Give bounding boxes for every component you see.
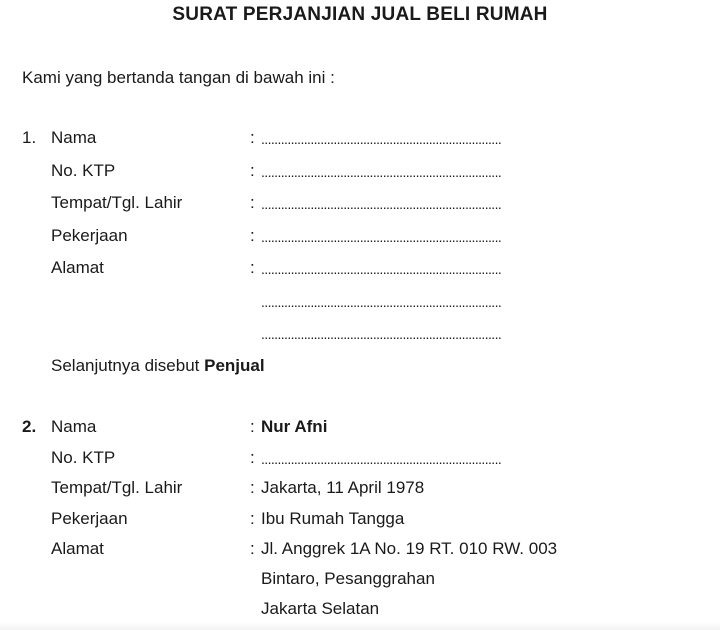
party2-number: 2. — [22, 417, 37, 436]
party1-alamat-blank-2: ......................................................................... — [261, 294, 502, 310]
party1-label-nama: Nama — [51, 128, 97, 147]
party1-label-alamat: Alamat — [51, 258, 104, 277]
intro-text: Kami yang bertanda tangan di bawah ini : — [22, 68, 335, 87]
party1-label-ttl: Tempat/Tgl. Lahir — [51, 193, 183, 212]
party2-colon-nama: : — [250, 417, 255, 436]
party2-ttl-value: Jakarta, 11 April 1978 — [261, 478, 425, 497]
party1-ktp-blank: ......................................................................... — [261, 164, 502, 180]
party1-pekerjaan-blank: ......................................................................... — [261, 229, 502, 245]
party1-colon-alamat: : — [250, 258, 255, 277]
party1-colon-ktp: : — [250, 161, 255, 180]
party1-colon-pekerjaan: : — [250, 226, 255, 245]
party1-colon-nama: : — [250, 128, 255, 147]
document-title: SURAT PERJANJIAN JUAL BELI RUMAH — [172, 4, 548, 25]
party2-label-ktp: No. KTP — [51, 448, 116, 467]
party2-colon-alamat: : — [250, 539, 255, 558]
party2-nama-value: Nur Afni — [261, 417, 328, 436]
party2-alamat-line-3: Jakarta Selatan — [261, 599, 380, 618]
page-bottom-edge — [0, 622, 720, 630]
party1-label-pekerjaan: Pekerjaan — [51, 226, 128, 245]
party1-role-prefix: Selanjutnya disebut — [51, 356, 205, 375]
party1-nama-blank: ......................................................................... — [261, 131, 502, 147]
party1-colon-ttl: : — [250, 193, 255, 212]
party2-colon-pekerjaan: : — [250, 509, 255, 528]
party1-alamat-blank-1: ......................................................................... — [261, 261, 502, 277]
party2-label-ttl: Tempat/Tgl. Lahir — [51, 478, 183, 497]
party2-pekerjaan-value: Ibu Rumah Tangga — [261, 509, 405, 528]
party2-alamat-line-2: Bintaro, Pesanggrahan — [261, 569, 435, 588]
party2-colon-ttl: : — [250, 478, 255, 497]
party1-number: 1. — [22, 128, 37, 147]
party2-colon-ktp: : — [250, 448, 255, 467]
party1-label-ktp: No. KTP — [51, 161, 116, 180]
party2-label-alamat: Alamat — [51, 539, 104, 558]
party2-label-pekerjaan: Pekerjaan — [51, 509, 128, 528]
party2-ktp-blank: ......................................................................... — [261, 451, 502, 467]
party1-role-name: Penjual — [204, 356, 265, 375]
party2-alamat-line-1: Jl. Anggrek 1A No. 19 RT. 010 RW. 003 — [261, 539, 558, 558]
party1-alamat-blank-3: ......................................................................... — [261, 326, 502, 342]
party2-label-nama: Nama — [51, 417, 97, 436]
party1-role-note — [51, 356, 265, 376]
party1-ttl-blank: ......................................................................... — [261, 196, 502, 212]
